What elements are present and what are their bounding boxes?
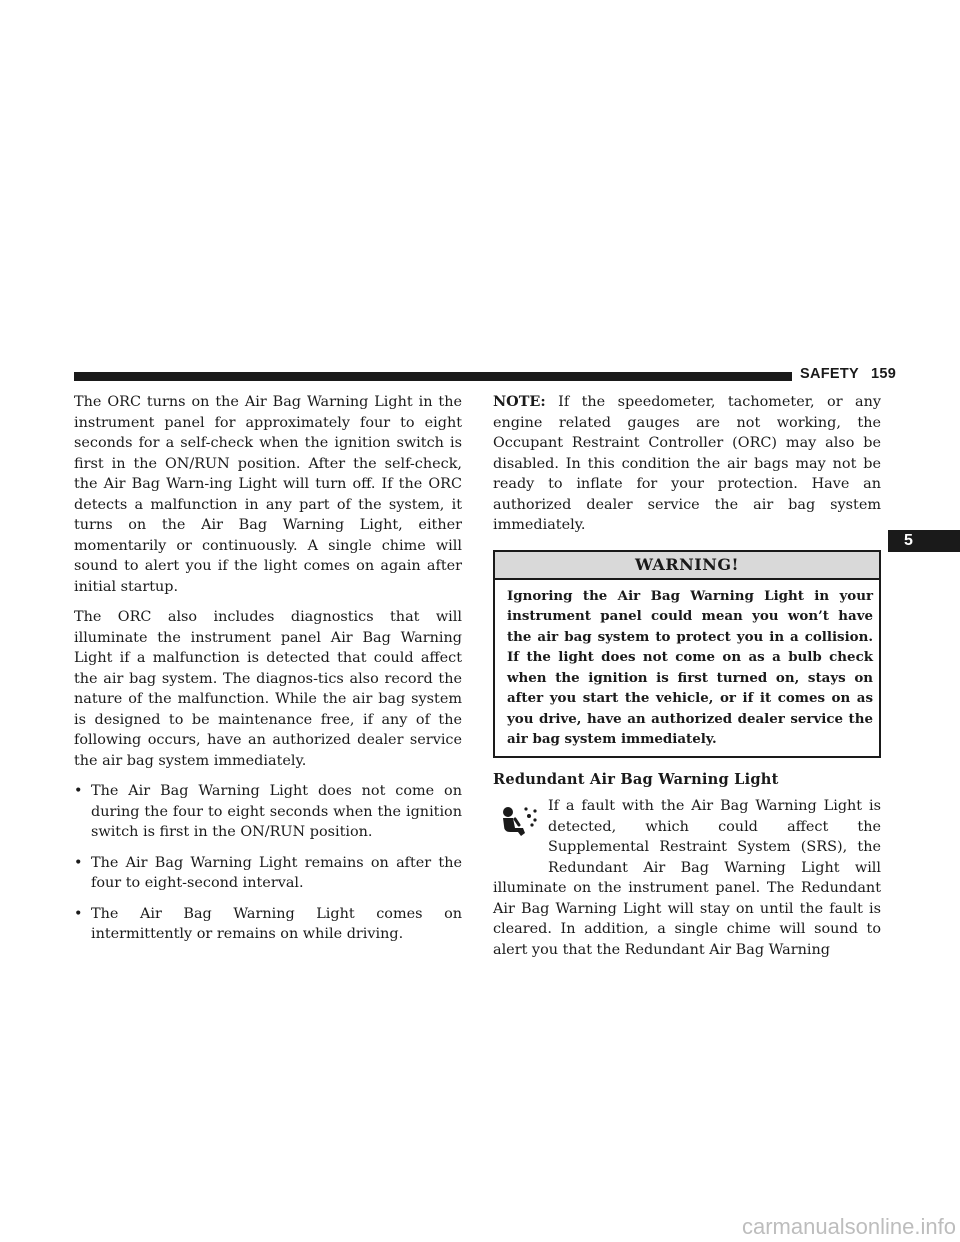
paragraph-orc-self-check: The ORC turns on the Air Bag Warning Light in the instrument panel for approximately four to eight seconds for a self-check when the ignition switch is first in the ON/RUN position. After the self-check, the Air Bag Warn-ing Light will turn off. If the ORC detects a malfunction in any part of the system, it turns on the Air Bag Warning Light, either momentarily or continuously. A single chime will sound to alert you if the light comes on again after initial startup. — [74, 394, 462, 595]
note-label: NOTE: — [493, 393, 546, 410]
bullet-glyph: • — [74, 783, 83, 799]
list-item-text: The Air Bag Warning Light comes on intermittently or remains on while driving. — [91, 905, 462, 942]
malfunction-list — [74, 781, 462, 945]
bullet-glyph: • — [74, 905, 83, 922]
right-column — [493, 392, 881, 970]
airbag-warning-icon — [493, 796, 543, 868]
section-heading: Redundant Air Bag Warning Light — [493, 770, 779, 788]
list-item — [74, 781, 462, 843]
header-rule — [74, 372, 792, 381]
section-title: SAFETY — [800, 366, 859, 382]
list-item-text: The Air Bag Warning Light remains on after the four to eight-second interval. — [91, 854, 462, 891]
warning-title: WARNING! — [495, 552, 879, 580]
page-number: 159 — [871, 366, 897, 382]
note-paragraph — [493, 392, 881, 536]
bullet-glyph: • — [74, 854, 83, 871]
list-item — [74, 904, 462, 945]
redundant-warning-text: If a fault with the Air Bag Warning Light is detected, which could affect the Supplemental Restraint System (SRS), the Redundant Air Bag Warning Light will illuminate on the instrument panel. The Redundant Air Bag Warning Light will stay on until the fault is cleared. In addition, a single chime will sound to alert you that the Redundant Air Bag Warning — [493, 798, 881, 958]
paragraph-orc-diagnostics: The ORC also includes diagnostics that will illuminate the instrument panel Air Bag Warning Light if a malfunction is detected that could affect the air bag system. The diagnos-tics also record the nature of the malfunction. While the air bag system is designed to be maintenance free, if any of the following occurs, have an authorized dealer service the air bag system immediately. — [74, 609, 462, 769]
list-item — [74, 853, 462, 894]
watermark: carmanualsonline.info — [741, 1214, 956, 1239]
page-header — [800, 366, 896, 382]
list-item-text: The Air Bag Warning Light does not come on during the four to eight seconds when the ignition switch is first in the ON/RUN position. — [91, 783, 462, 840]
warning-box — [493, 550, 881, 758]
warning-text: Ignoring the Air Bag Warning Light in your instrument panel could mean you won’t have the air bag system to protect you in a collision. If the light does not come on as a bulb check when the ignition is first turned on, stays on after you start the vehicle, or if it comes on as you drive, have an authorized dealer service the air bag system immediately. — [507, 587, 873, 747]
chapter-tab: 5 — [888, 530, 960, 552]
note-text: If the speedometer, tachometer, or any engine related gauges are not working, the Occupant Restraint Controller (ORC) may also be disabled. In this condition the air bags may not be ready to inflate for your protection. Have an authorized dealer service the air bag system immediately. — [493, 394, 881, 533]
left-column — [74, 392, 462, 955]
redundant-warning-paragraph — [493, 796, 881, 960]
